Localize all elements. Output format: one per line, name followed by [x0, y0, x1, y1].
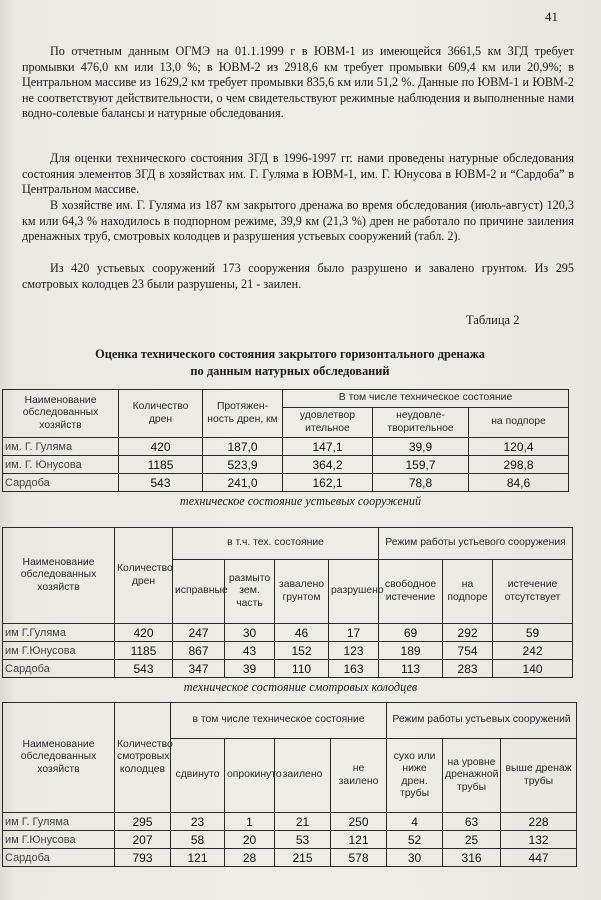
- header-shifted: сдвинуто: [171, 739, 225, 813]
- page-number: 41: [545, 9, 558, 24]
- header-drain-length: Протяжен-ность дрен, км: [203, 390, 283, 438]
- drain-length: 523,9: [203, 456, 283, 474]
- no-flow-value: 242: [493, 642, 573, 660]
- caption-inspection-wells: техническое состояние смотровых колодцев: [183, 680, 418, 694]
- tipped-value: 1: [225, 813, 275, 831]
- farm-name: им. Г. Юнусова: [3, 456, 119, 474]
- serviceable-value: 347: [173, 660, 225, 678]
- header-drain-count: Количество дрен: [119, 390, 203, 438]
- no-flow-value: 59: [493, 624, 573, 642]
- farm-name: Сардоба: [3, 849, 115, 867]
- header-drain-count: Количество дрен: [115, 528, 173, 624]
- paragraph-4: Из 420 устьевых сооружений 173 сооружения было разрушено и завалено грунтом. Из 295 смотровых колодцев 23 были разрушены, 21 - заилен.: [22, 261, 574, 291]
- satisfactory-value: 364,2: [283, 456, 373, 474]
- free-flow-value: 189: [379, 642, 443, 660]
- drain-count: 543: [115, 660, 173, 678]
- satisfactory-value: 162,1: [283, 474, 373, 492]
- drain-count: 1185: [119, 456, 203, 474]
- header-tipped: опрокинуто: [225, 739, 275, 813]
- backwater-value: 120,4: [469, 438, 569, 456]
- satisfactory-value: 147,1: [283, 438, 373, 456]
- dry-value: 52: [387, 831, 443, 849]
- inspection-wells-table: [2, 702, 577, 867]
- backwater-value: 283: [443, 660, 493, 678]
- not-silted-value: 250: [331, 813, 387, 831]
- eroded-value: 30: [225, 624, 275, 642]
- tipped-value: 28: [225, 849, 275, 867]
- drain-count: 1185: [115, 642, 173, 660]
- eroded-value: 39: [225, 660, 275, 678]
- drain-count: 543: [119, 474, 203, 492]
- drain-length: 241,0: [203, 474, 283, 492]
- farm-name: им Г.Гуляма: [3, 624, 115, 642]
- well-count: 207: [115, 831, 171, 849]
- header-farm-name: Наименование обследованных хозяйств: [3, 390, 119, 438]
- header-farm-name: Наименование обследованных хозяйств: [3, 528, 115, 624]
- header-well-count: Количество смотровых колодцев: [115, 703, 171, 813]
- backwater-value: 298,8: [469, 456, 569, 474]
- table-row: [3, 642, 573, 660]
- silted-value: 53: [275, 831, 331, 849]
- header-silted: заилено: [275, 739, 331, 813]
- table-row: [3, 474, 569, 492]
- above-pipe-value: 132: [501, 831, 577, 849]
- table-row: [3, 831, 577, 849]
- header-backwater: на подпоре: [443, 560, 493, 624]
- table-title: [30, 346, 550, 380]
- header-buried: завалено грунтом: [275, 560, 329, 624]
- pipe-level-value: 25: [443, 831, 501, 849]
- no-flow-value: 140: [493, 660, 573, 678]
- header-unsatisfactory: неудовле-творительное: [373, 408, 469, 438]
- buried-value: 110: [275, 660, 329, 678]
- header-pipe-level: на уровне дренажной трубы: [443, 739, 501, 813]
- unsatisfactory-value: 159,7: [373, 456, 469, 474]
- header-condition-group: В том числе техническое состояние: [283, 390, 569, 408]
- paragraph-2: Для оценки технического состояния ЗГД в 1996-1997 гг. нами проведены натурные обследования состояния элементов ЗГД в хозяйствах им. Г. Гуляма в ЮВМ-1, им. Г. Юнусова в ЮВМ-2 и “Сардоба” в Центральном массиве.: [22, 151, 574, 197]
- caption-outlet-structures: техническое состояние устьевых сооружений: [179, 494, 422, 508]
- silted-value: 215: [275, 849, 331, 867]
- table-label: Таблица 2: [466, 313, 520, 327]
- backwater-value: 292: [443, 624, 493, 642]
- header-state-group: в том числе техническое состояние: [171, 703, 387, 739]
- pipe-level-value: 316: [443, 849, 501, 867]
- drain-length: 187,0: [203, 438, 283, 456]
- header-mode-group: Режим работы устьевого сооружения: [379, 528, 573, 560]
- table-row: [3, 660, 573, 678]
- not-silted-value: 121: [331, 831, 387, 849]
- well-count: 793: [115, 849, 171, 867]
- above-pipe-value: 228: [501, 813, 577, 831]
- header-backwater: на подпоре: [469, 408, 569, 438]
- header-above-pipe: выше дренаж трубы: [501, 739, 577, 813]
- outlet-structures-table: [2, 527, 573, 678]
- tipped-value: 20: [225, 831, 275, 849]
- table-row: [3, 813, 577, 831]
- dry-value: 30: [387, 849, 443, 867]
- buried-value: 46: [275, 624, 329, 642]
- table-row: [3, 849, 577, 867]
- backwater-value: 754: [443, 642, 493, 660]
- header-farm-name: Наименование обследованных хозяйств: [3, 703, 115, 813]
- serviceable-value: 247: [173, 624, 225, 642]
- pipe-level-value: 63: [443, 813, 501, 831]
- farm-name: им Г. Гуляма: [3, 813, 115, 831]
- unsatisfactory-value: 39,9: [373, 438, 469, 456]
- serviceable-value: 867: [173, 642, 225, 660]
- header-free-flow: свободное истечение: [379, 560, 443, 624]
- table-row: [3, 438, 569, 456]
- silted-value: 21: [275, 813, 331, 831]
- destroyed-value: 17: [329, 624, 379, 642]
- table-title-line2: по данным натурных обследований: [190, 364, 390, 378]
- header-state-group: в т.ч. тех. состояние: [173, 528, 379, 560]
- buried-value: 152: [275, 642, 329, 660]
- paragraph-3: В хозяйстве им. Г. Гуляма из 187 км закрытого дренажа во время обследования (июль-август) 120,3 км или 64,3 % находилось в подпорном режиме, 39,9 км (21,3 %) дрен не работало по причине заиления дренажных труб, смотровых колодцев и разрушения устьевых сооружений (табл. 2).: [22, 198, 574, 244]
- free-flow-value: 113: [379, 660, 443, 678]
- destroyed-value: 123: [329, 642, 379, 660]
- eroded-value: 43: [225, 642, 275, 660]
- unsatisfactory-value: 78,8: [373, 474, 469, 492]
- header-not-silted: не заилено: [331, 739, 387, 813]
- header-eroded: размыто зем. часть: [225, 560, 275, 624]
- free-flow-value: 69: [379, 624, 443, 642]
- destroyed-value: 163: [329, 660, 379, 678]
- table-row: [3, 456, 569, 474]
- shifted-value: 58: [171, 831, 225, 849]
- header-satisfactory: удовлетвор ительное: [283, 408, 373, 438]
- dry-value: 4: [387, 813, 443, 831]
- farm-name: им Г.Юнусова: [3, 642, 115, 660]
- drain-condition-table: [2, 389, 569, 492]
- header-mode-group: Режим работы устьевых сооружений: [387, 703, 577, 739]
- shifted-value: 121: [171, 849, 225, 867]
- not-silted-value: 578: [331, 849, 387, 867]
- farm-name: им Г.Юнусова: [3, 831, 115, 849]
- above-pipe-value: 447: [501, 849, 577, 867]
- shifted-value: 23: [171, 813, 225, 831]
- backwater-value: 84,6: [469, 474, 569, 492]
- drain-count: 420: [115, 624, 173, 642]
- farm-name: Сардоба: [3, 660, 115, 678]
- header-no-flow: истечение отсутствует: [493, 560, 573, 624]
- table-title-line1: Оценка технического состояния закрытого горизонтального дренажа: [95, 347, 485, 361]
- paragraph-1: По отчетным данным ОГМЭ на 01.1.1999 г в ЮВМ-1 из имеющейся 3661,5 км ЗГД требует промывки 476,0 км или 13,0 %; в ЮВМ-2 из 2918,6 км требует промывки 609,4 км или 20,9%; в Центральном массиве из 1629,2 км требует промывки 835,6 км или 51,2 %. Данные по ЮВМ-1 и ЮВМ-2 не соответствуют действительности, о чем свидетельствуют режимные наблюдения и выполненные нами водно-солевые балансы и натурные обследования.: [22, 44, 574, 121]
- table-row: [3, 624, 573, 642]
- header-serviceable: исправные: [173, 560, 225, 624]
- farm-name: Сардоба: [3, 474, 119, 492]
- drain-count: 420: [119, 438, 203, 456]
- farm-name: им. Г. Гуляма: [3, 438, 119, 456]
- well-count: 295: [115, 813, 171, 831]
- header-dry: сухо или ниже дрен. трубы: [387, 739, 443, 813]
- header-destroyed: разрушено: [329, 560, 379, 624]
